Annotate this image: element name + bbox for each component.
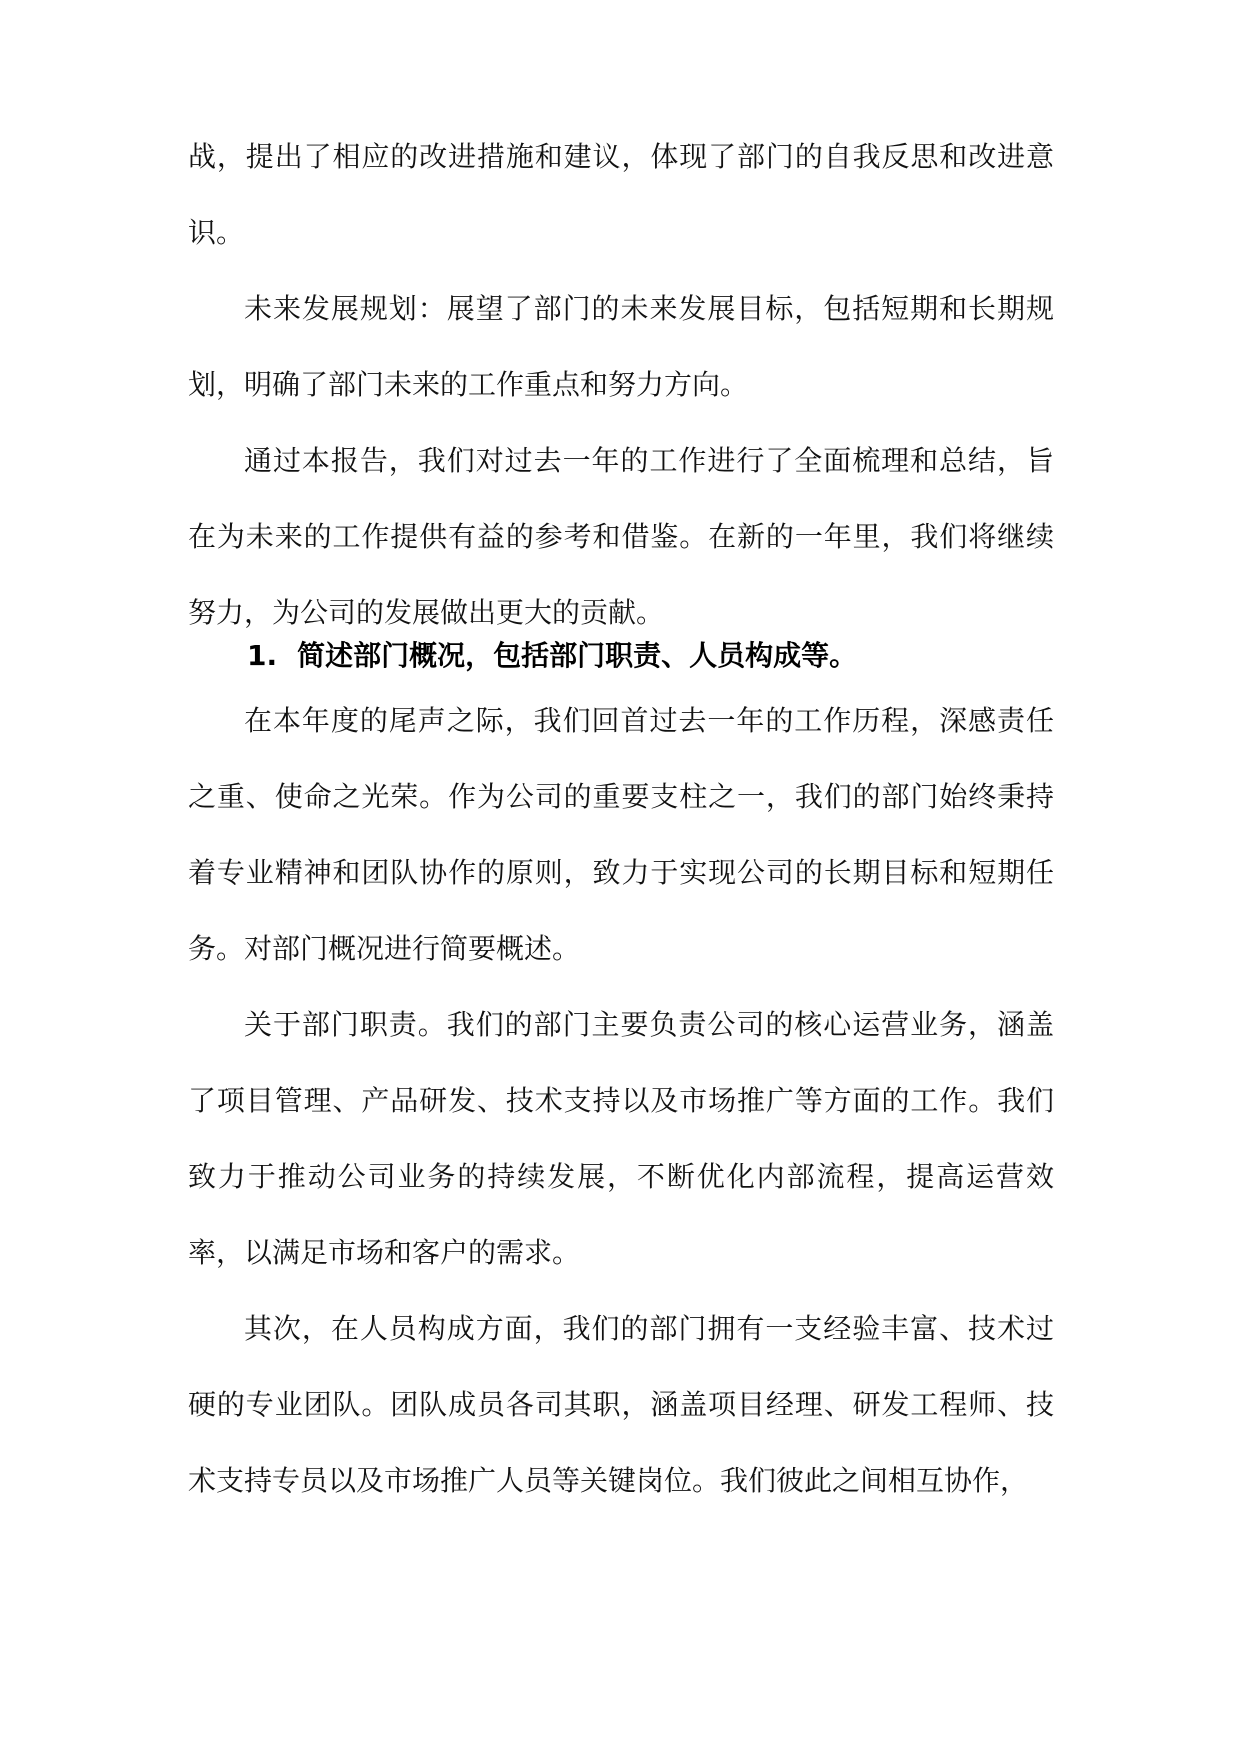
paragraph-future-plan: 未来发展规划：展望了部门的未来发展目标，包括短期和长期规划，明确了部门未来的工作重点和努力方向。 — [188, 292, 1054, 401]
paragraph-staff-composition: 其次，在人员构成方面，我们的部门拥有一支经验丰富、技术过硬的专业团队。团队成员各司其职，涵盖项目经理、研发工程师、技术支持专员以及市场推广人员等关键岗位。我们彼此之间相互协作， — [188, 1312, 1054, 1497]
section-heading-text: 简述部门概况，包括部门职责、人员构成等。 — [297, 639, 858, 672]
intro-text-block — [188, 119, 1054, 651]
paragraph-report-summary: 通过本报告，我们对过去一年的工作进行了全面梳理和总结，旨在为未来的工作提供有益的参考和借鉴。在新的一年里，我们将继续努力，为公司的发展做出更大的贡献。 — [188, 444, 1054, 629]
section-heading-number: 1. — [247, 639, 278, 672]
paragraph-department-overview: 在本年度的尾声之际，我们回首过去一年的工作历程，深感责任之重、使命之光荣。作为公司的重要支柱之一，我们的部门始终秉持着专业精神和团队协作的原则，致力于实现公司的长期目标和短期任务。对部门概况进行简要概述。 — [188, 704, 1054, 965]
section-text-block — [188, 683, 1054, 1519]
paragraph-department-duties: 关于部门职责。我们的部门主要负责公司的核心运营业务，涵盖了项目管理、产品研发、技术支持以及市场推广等方面的工作。我们致力于推动公司业务的持续发展，不断优化内部流程，提高运营效率，以满足市场和客户的需求。 — [188, 1008, 1054, 1269]
paragraph-continuation: 战，提出了相应的改进措施和建议，体现了部门的自我反思和改进意识。 — [188, 140, 1054, 249]
